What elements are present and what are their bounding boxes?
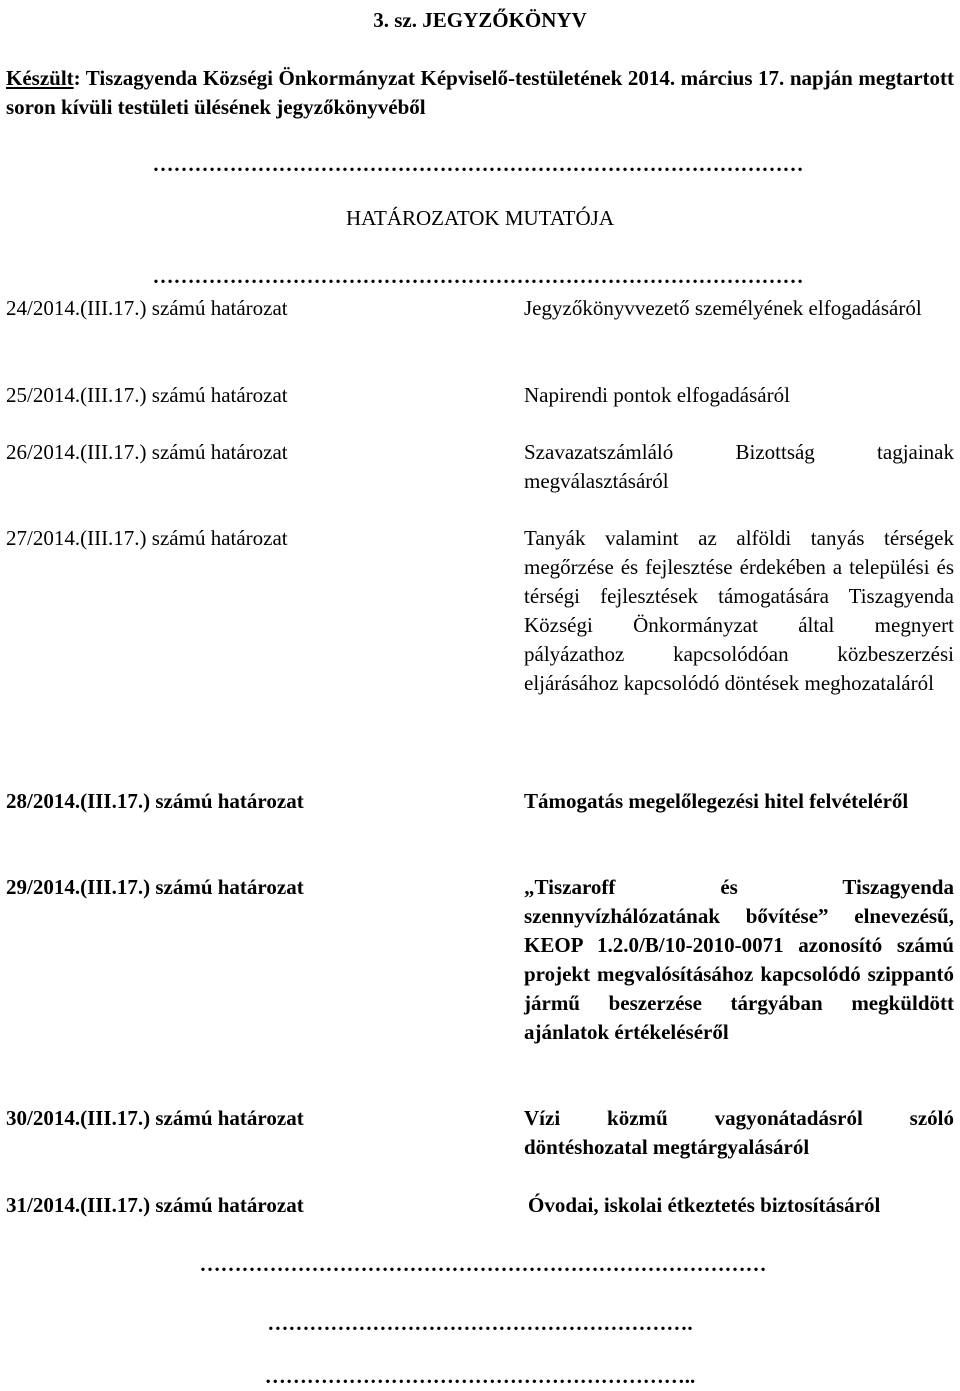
- separator-mid: …………………………………………………………………………………: [152, 264, 804, 288]
- resolution-description: „Tiszaroff és Tiszagyenda szennyvízhálózatának bővítése” elnevezésű, KEOP 1.2.0/B/10-2010-0071 azonosító számú projekt megvalósításához kapcsolódó szippantó jármű beszerzése tárgyában megküldött ajánlatok értékeléséről: [524, 875, 954, 1044]
- resolution-description: Tanyák valamint az alföldi tanyás térségek megőrzése és fejlesztése érdekében a települési és térségi fejlesztések támogatására Tiszagyenda Községi Önkormányzat által megnyert pályázathoz kapcsolódóan közbeszerzési eljárásához kapcsolódó döntések meghozataláról: [524, 526, 954, 695]
- resolution-number: 29/2014.(III.17.) számú határozat: [6, 875, 304, 899]
- intro-text: : Tiszagyenda Községi Önkormányzat Képviselő-testületének 2014. március 17. napján megtartott soron kívüli testületi ülésének jegyzőkönyvéből: [6, 66, 954, 119]
- resolution-number: 27/2014.(III.17.) számú határozat: [6, 526, 288, 550]
- resolution-description: Óvodai, iskolai étkeztetés biztosításáról: [528, 1193, 881, 1217]
- resolution-number: 28/2014.(III.17.) számú határozat: [6, 789, 304, 813]
- resolution-description: Szavazatszámláló Bizottság tagjainak megválasztásáról: [524, 440, 954, 493]
- document-title: 3. sz. JEGYZŐKÖNYV: [373, 8, 587, 32]
- intro-label: Készült: [6, 66, 74, 90]
- resolution-description: Napirendi pontok elfogadásáról: [524, 383, 790, 407]
- resolution-number: 25/2014.(III.17.) számú határozat: [6, 383, 288, 407]
- resolution-number: 26/2014.(III.17.) számú határozat: [6, 440, 288, 464]
- resolution-description: Támogatás megelőlegezési hitel felvételéről: [524, 789, 909, 813]
- resolution-description: Jegyzőkönyvvezető személyének elfogadásáról: [524, 296, 922, 320]
- separator-top: …………………………………………………………………………………: [152, 152, 804, 176]
- resolution-number: 30/2014.(III.17.) számú határozat: [6, 1106, 304, 1130]
- resolution-number: 24/2014.(III.17.) számú határozat: [6, 296, 288, 320]
- resolution-description: Vízi közmű vagyonátadásról szóló döntéshozatal megtárgyalásáról: [524, 1106, 954, 1159]
- separator-bottom-1: ………………………………………………………………………: [199, 1252, 767, 1276]
- section-heading: HATÁROZATOK MUTATÓJA: [345, 206, 615, 230]
- separator-bottom-3: ……………………………………………………..: [264, 1364, 696, 1388]
- resolution-number: 31/2014.(III.17.) számú határozat: [6, 1193, 304, 1217]
- separator-bottom-2: …………………………………………………….: [267, 1311, 693, 1335]
- intro-paragraph: [6, 64, 954, 122]
